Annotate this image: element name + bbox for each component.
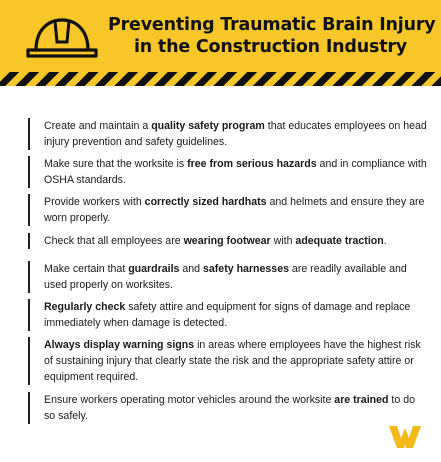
title-line-2: in the Construction Industry (133, 37, 408, 57)
list-item: Ensure workers operating motor vehicles around the worksite are trained to do so safely. (28, 392, 428, 424)
w-logo-icon (389, 424, 421, 450)
list-item: Always display warning signs in areas where employees have the highest risk of sustaining injury that clearly state the risk and the appropriate safety attire or equipment required. (28, 337, 428, 385)
title-line-1: Preventing Traumatic Brain Injury (108, 15, 436, 35)
hazard-stripes (0, 72, 441, 86)
list-item: Create and maintain a quality safety program that educates employees on head injury prevention and safety guidelines. (28, 118, 428, 150)
list-item: Regularly check safety attire and equipment for signs of damage and replace immediately when damage is detected. (28, 299, 428, 331)
hardhat-icon (22, 12, 102, 62)
list-item: Check that all employees are wearing footwear with adequate traction. (28, 233, 428, 249)
header-banner (0, 0, 441, 72)
page-title (108, 14, 436, 58)
list-item: Provide workers with correctly sized hardhats and helmets and ensure they are worn properly. (28, 194, 428, 226)
list-item: Make sure that the worksite is free from serious hazards and in compliance with OSHA standards. (28, 156, 428, 188)
list-item: Make certain that guardrails and safety harnesses are readily available and used properly on worksites. (28, 261, 428, 293)
